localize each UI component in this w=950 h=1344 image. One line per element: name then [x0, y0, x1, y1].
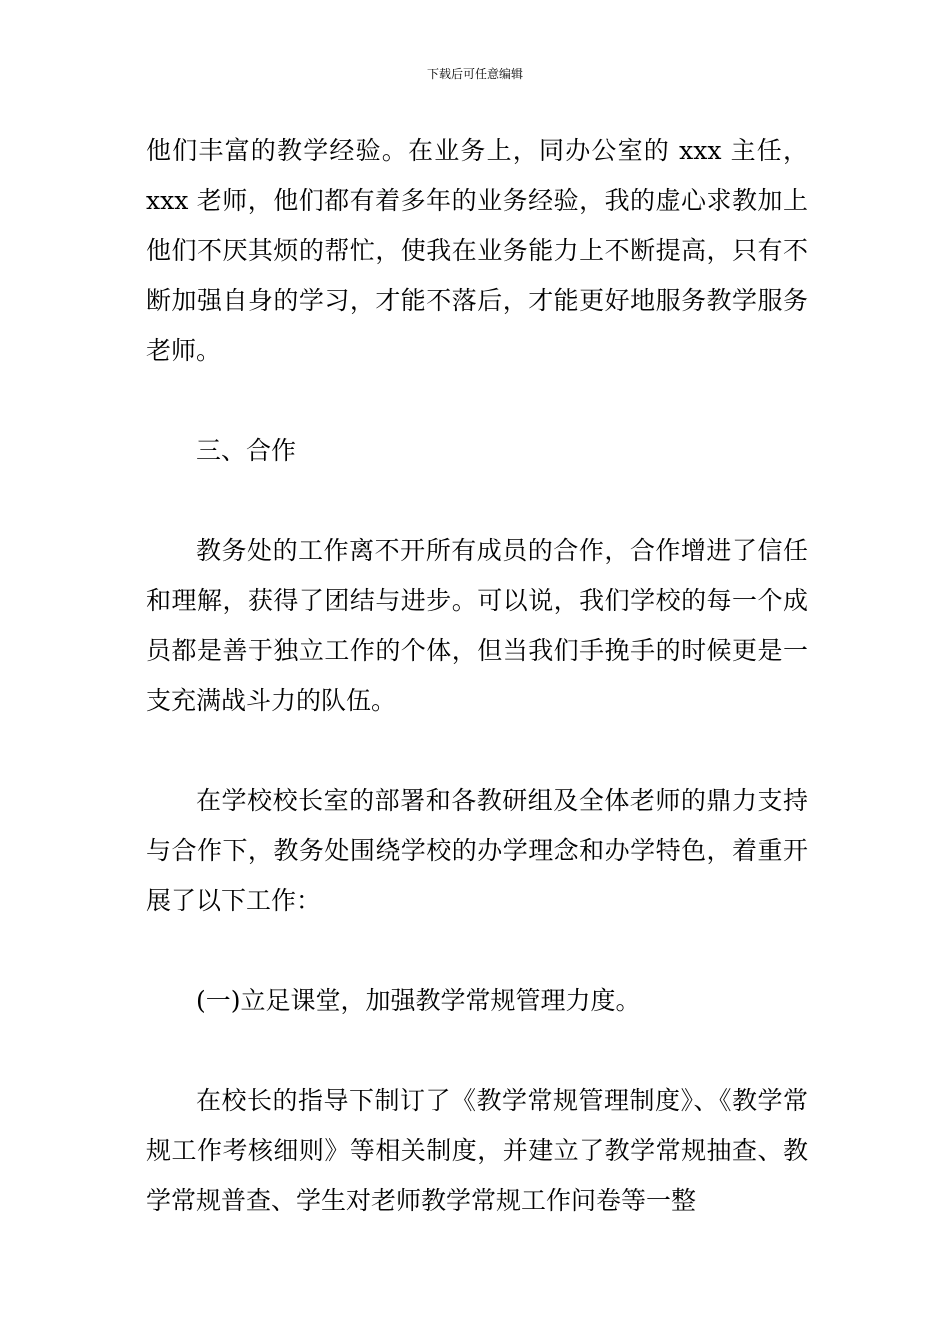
paragraph-spacer — [146, 1026, 808, 1076]
paragraph: 在学校校长室的部署和各教研组及全体老师的鼎力支持与合作下，教务处围绕学校的办学理念和办学特色，着重开展了以下工作： — [146, 786, 808, 915]
paragraph: 在校长的指导下制订了《教学常规管理制度》、《教学常规工作考核细则》等相关制度，并建立了教学常规抽查、教学常规普查、学生对老师教学常规工作问卷等一整 — [146, 1086, 808, 1215]
page-header: 下载后可任意编辑 — [426, 67, 523, 81]
paragraph-spacer — [146, 376, 808, 426]
paragraph-continuation: 他们丰富的教学经验。在业务上，同办公室的 xxx 主任，xxx 老师，他们都有着多年的业务经验，我的虚心求教加上他们不厌其烦的帮忙，使我在业务能力上不断提高，只有不断加强自身的学习，才能不落后，才能更好地服务教学服务老师。 — [146, 136, 808, 365]
paragraph-spacer — [146, 476, 808, 526]
section-heading: 三、合作 — [196, 436, 297, 465]
paragraph-spacer — [146, 926, 808, 976]
paragraph-spacer — [146, 726, 808, 776]
subsection-heading: (一)立足课堂，加强教学常规管理力度。 — [196, 986, 641, 1015]
document-body — [146, 126, 808, 1226]
paragraph: 教务处的工作离不开所有成员的合作，合作增进了信任和理解，获得了团结与进步。可以说，我们学校的每一个成员都是善于独立工作的个体，但当我们手挽手的时候更是一支充满战斗力的队伍。 — [146, 536, 808, 715]
